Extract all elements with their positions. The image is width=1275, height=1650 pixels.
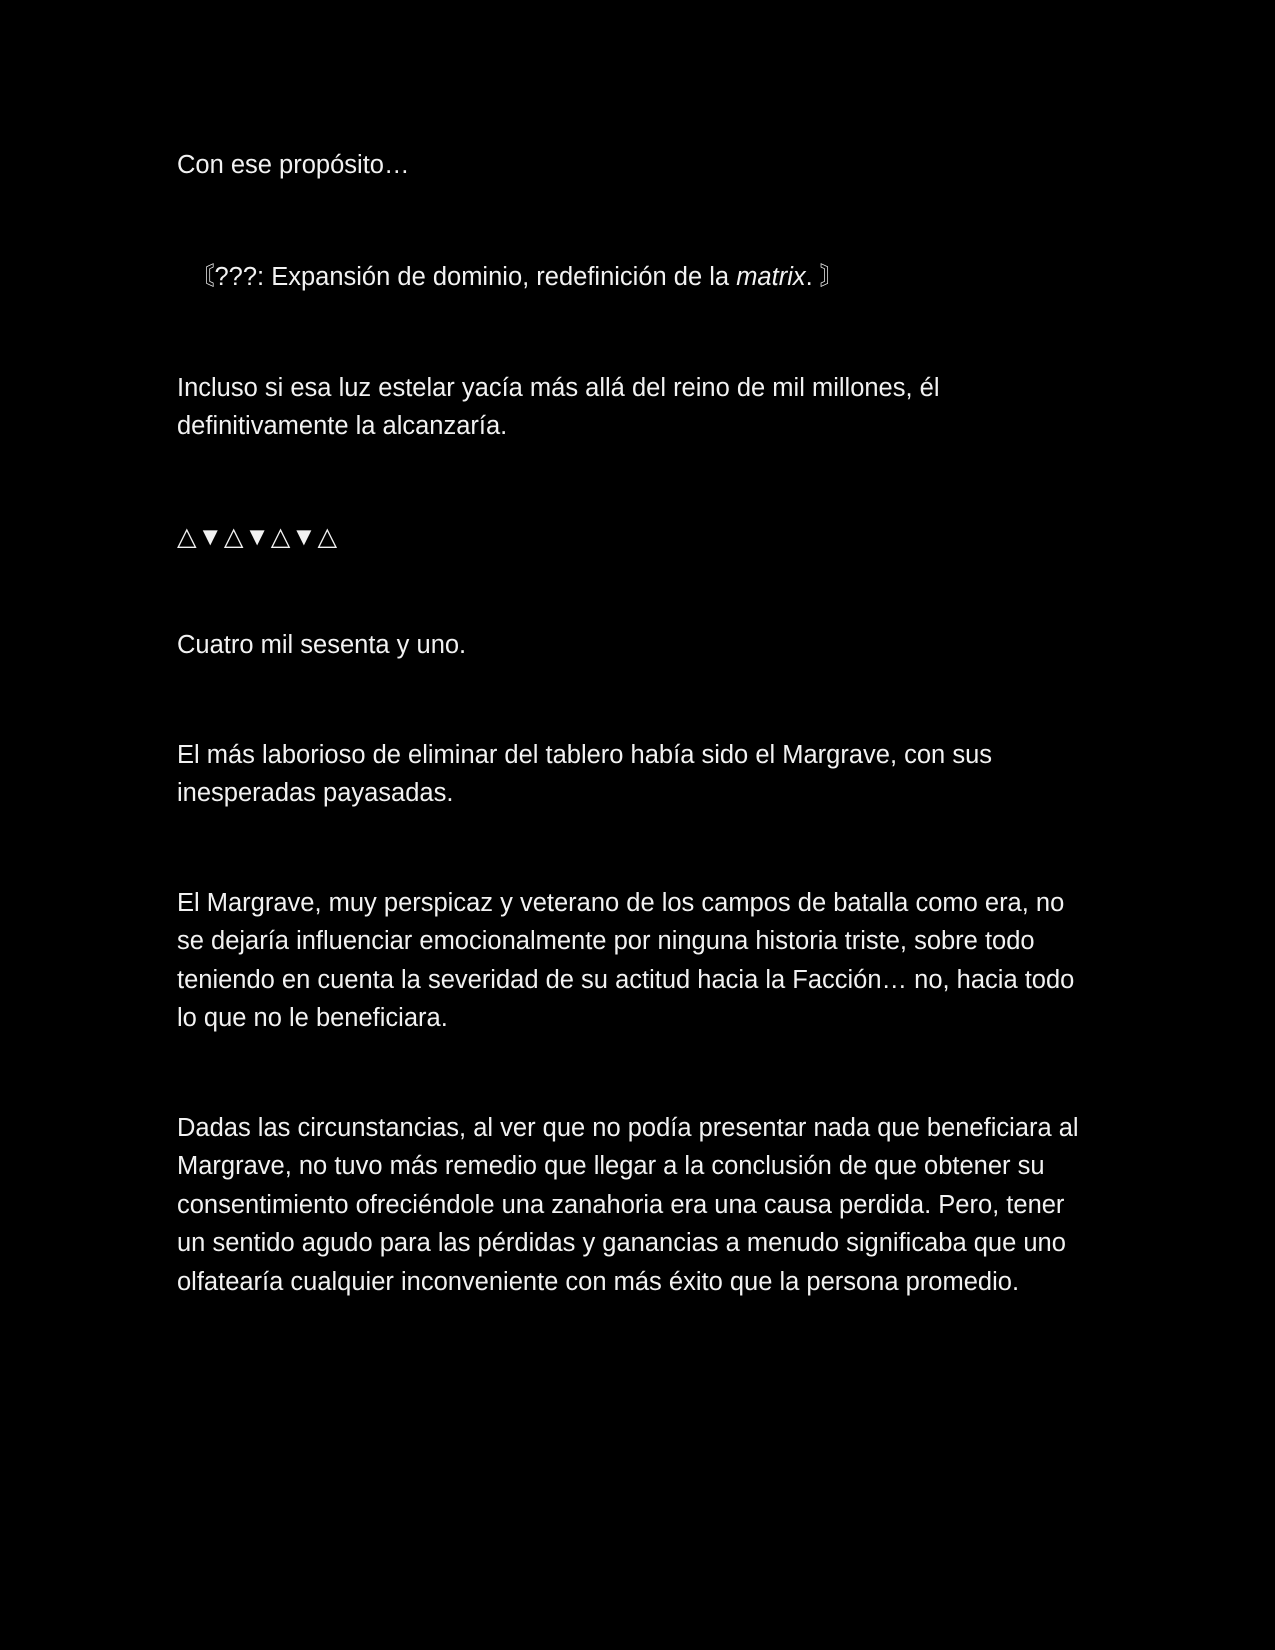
system-message-close: . 〙: [805, 263, 846, 291]
paragraph-circumstances: Dadas las circunstancias, al ver que no podía presentar nada que beneficiara al Margrave, no tuvo más remedio que llegar a la conclusión de que obtener su consentimiento ofreciéndole una zanahoria era una causa perdida. Pero, tener un sentido agudo para las pérdidas y ganancias a menudo significaba que uno olfatearía cualquier inconveniente con más éxito que la persona promedio.: [177, 1114, 1079, 1296]
scene-separator: △▼△▼△▼△: [177, 523, 339, 551]
paragraph-starlight: Incluso si esa luz estelar yacía más allá del reino de mil millones, él definitivamente la alcanzaría.: [177, 374, 940, 441]
system-message-italic: matrix: [736, 263, 806, 291]
paragraph-system-message: [189, 258, 1109, 296]
paragraph-intro: Con ese propósito…: [177, 151, 410, 179]
paragraph-margrave-removal: El más laborioso de eliminar del tablero había sido el Margrave, con sus inesperadas payasadas.: [177, 741, 993, 808]
paragraph-count: Cuatro mil sesenta y uno.: [177, 631, 467, 659]
paragraph-margrave-traits: El Margrave, muy perspicaz y veterano de los campos de batalla como era, no se dejaría influenciar emocionalmente por ninguna historia triste, sobre todo teniendo en cuenta la severidad de su actitud hacia la Facción… no, hacia todo lo que no le beneficiara.: [177, 889, 1075, 1033]
system-message-text: 〘???: Expansión de dominio, redefinición de la: [189, 263, 737, 291]
